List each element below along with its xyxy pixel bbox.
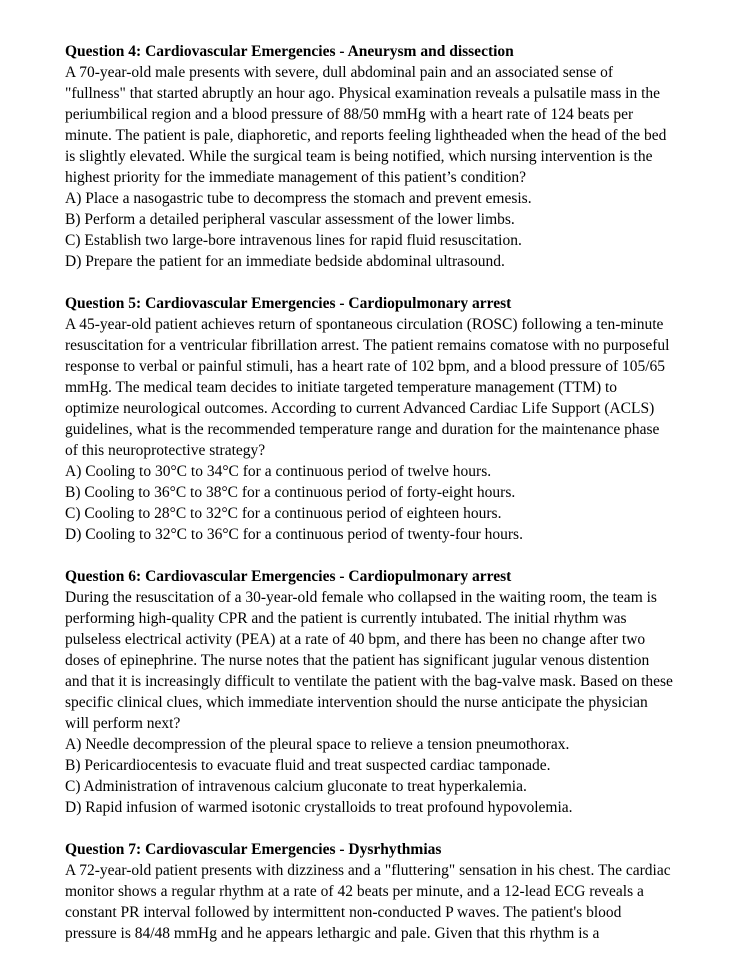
answer-option-d: D) Cooling to 32°C to 36°C for a continuous period of twenty-four hours. bbox=[65, 526, 523, 543]
document-page bbox=[65, 41, 675, 965]
question-4 bbox=[65, 41, 675, 272]
question-5 bbox=[65, 293, 675, 545]
answer-option-c: C) Cooling to 28°C to 32°C for a continuous period of eighteen hours. bbox=[65, 505, 502, 522]
answer-option-b: B) Cooling to 36°C to 38°C for a continuous period of forty-eight hours. bbox=[65, 484, 516, 501]
question-stem: A 70-year-old male presents with severe, dull abdominal pain and an associated sense of "fullness" that started abruptly an hour ago. Physical examination reveals a pulsatile mass in the periumbilical region and a blood pressure of 88/50 mmHg with a heart rate of 124 beats per minute. The patient is pale, diaphoretic, and reports feeling lightheaded when the head of the bed is slightly elevated. While the surgical team is being notified, which nursing intervention is the highest priority for the immediate management of this patient’s condition? bbox=[65, 64, 667, 186]
answer-options bbox=[65, 188, 675, 272]
answer-option-d: D) Rapid infusion of warmed isotonic crystalloids to treat profound hypovolemia. bbox=[65, 799, 573, 816]
answer-options bbox=[65, 734, 675, 818]
answer-option-a: A) Place a nasogastric tube to decompress the stomach and prevent emesis. bbox=[65, 190, 532, 207]
answer-option-b: B) Pericardiocentesis to evacuate fluid and treat suspected cardiac tamponade. bbox=[65, 757, 551, 774]
answer-option-d: D) Prepare the patient for an immediate bedside abdominal ultrasound. bbox=[65, 253, 505, 270]
question-title: Question 5: Cardiovascular Emergencies - Cardiopulmonary arrest bbox=[65, 295, 512, 312]
question-7 bbox=[65, 839, 675, 944]
question-6 bbox=[65, 566, 675, 818]
question-stem: A 45-year-old patient achieves return of spontaneous circulation (ROSC) following a ten-minute resuscitation for a ventricular fibrillation arrest. The patient remains comatose with no purposeful response to verbal or painful stimuli, has a heart rate of 102 bpm, and a blood pressure of 105/65 mmHg. The medical team decides to initiate targeted temperature management (TTM) to optimize neurological outcomes. According to current Advanced Cardiac Life Support (ACLS) guidelines, what is the recommended temperature range and duration for the maintenance phase of this neuroprotective strategy? bbox=[65, 316, 670, 459]
question-title: Question 6: Cardiovascular Emergencies - Cardiopulmonary arrest bbox=[65, 568, 512, 585]
question-title: Question 4: Cardiovascular Emergencies - Aneurysm and dissection bbox=[65, 43, 514, 60]
answer-option-b: B) Perform a detailed peripheral vascular assessment of the lower limbs. bbox=[65, 211, 515, 228]
question-title: Question 7: Cardiovascular Emergencies - Dysrhythmias bbox=[65, 841, 442, 858]
answer-option-c: C) Administration of intravenous calcium gluconate to treat hyperkalemia. bbox=[65, 778, 527, 795]
answer-option-a: A) Needle decompression of the pleural space to relieve a tension pneumothorax. bbox=[65, 736, 570, 753]
answer-option-a: A) Cooling to 30°C to 34°C for a continuous period of twelve hours. bbox=[65, 463, 492, 480]
answer-options bbox=[65, 461, 675, 545]
question-stem: During the resuscitation of a 30-year-old female who collapsed in the waiting room, the team is performing high-quality CPR and the patient is currently intubated. The initial rhythm was pulseless electrical activity (PEA) at a rate of 40 bpm, and there has been no change after two doses of epinephrine. The nurse notes that the patient has significant jugular venous distention and that it is increasingly difficult to ventilate the patient with the bag-valve mask. Based on these specific clinical clues, which immediate intervention should the nurse anticipate the physician will perform next? bbox=[65, 589, 673, 732]
answer-option-c: C) Establish two large-bore intravenous lines for rapid fluid resuscitation. bbox=[65, 232, 522, 249]
question-stem: A 72-year-old patient presents with dizziness and a "fluttering" sensation in his chest. The cardiac monitor shows a regular rhythm at a rate of 42 beats per minute, and a 12-lead ECG reveals a constant PR interval followed by intermittent non-conducted P waves. The patient's blood pressure is 84/48 mmHg and he appears lethargic and pale. Given that this rhythm is a bbox=[65, 862, 671, 942]
